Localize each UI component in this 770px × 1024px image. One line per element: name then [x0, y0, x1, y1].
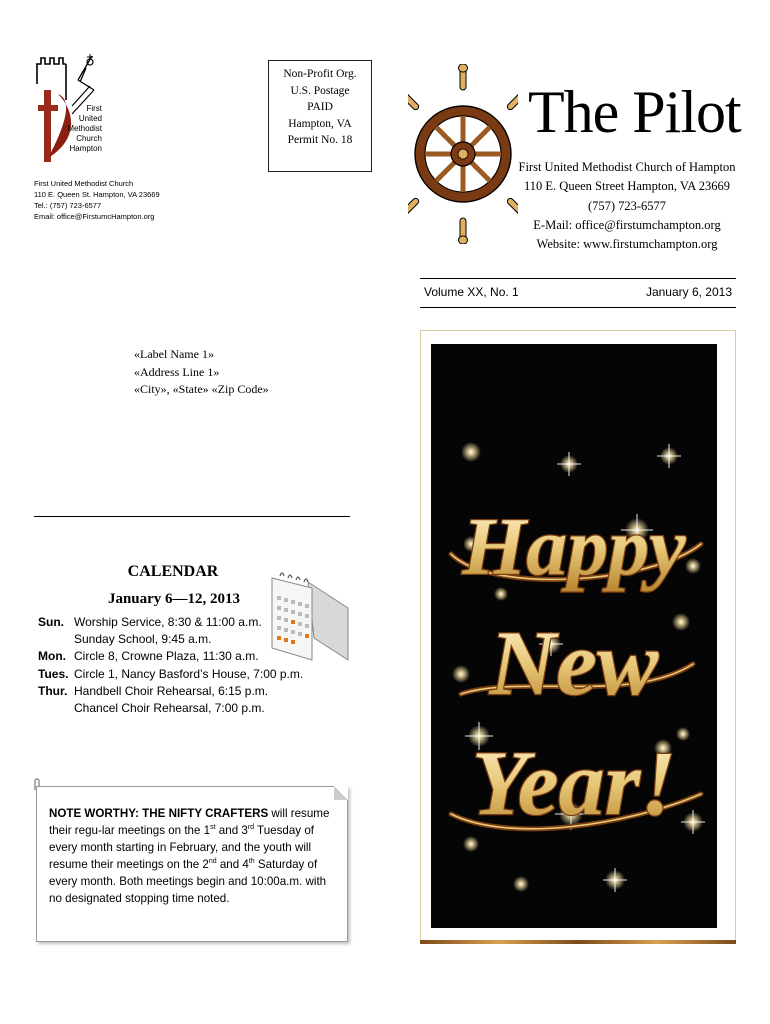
calendar-day: Sun. — [38, 615, 64, 629]
artwork-word: Year! — [471, 732, 677, 834]
calendar-day — [38, 631, 74, 648]
ordinal-suffix: rd — [247, 824, 255, 832]
note-text-part: and 4 — [216, 858, 249, 871]
artwork-background — [431, 344, 717, 928]
calendar-dates: January 6—12, 2013 — [107, 591, 241, 607]
calendar-day: Mon. — [38, 649, 66, 664]
calendar-list — [38, 614, 303, 717]
calendar-entry — [38, 648, 303, 665]
logo-line: First — [86, 104, 102, 113]
church-name: First United Methodist Church — [34, 179, 134, 188]
postage-line: U.S. Postage — [290, 84, 350, 97]
church-street: 110 E. Queen St. Hampton, VA 23669 — [34, 190, 160, 199]
masthead-address: 110 E. Queen Street Hampton, VA 23669 — [524, 179, 730, 194]
calendar-day: Tues. — [38, 666, 69, 681]
note-heading: NOTE WORTHY: THE NIFTY CRAFTERS — [49, 807, 269, 820]
artwork-graphic — [431, 344, 717, 928]
ordinal-suffix: nd — [208, 858, 217, 866]
artwork-border — [420, 940, 736, 944]
postage-line: Permit No. 18 — [287, 134, 353, 147]
note-text-part: and 3 — [215, 824, 248, 837]
logo-line: Hampton — [69, 144, 102, 153]
ordinal-suffix: th — [248, 858, 255, 866]
issue-date: January 6, 2013 — [645, 285, 732, 299]
calendar-event: Circle 8, Crowne Plaza, 11:30 a.m. — [74, 649, 259, 664]
ship-wheel-icon — [408, 64, 518, 244]
calendar-entry — [38, 631, 303, 648]
logo-line: United — [78, 114, 102, 123]
calendar-event: Chancel Choir Rehearsal, 7:00 p.m. — [74, 701, 265, 716]
note-text-part: Saturday of every month. Both meetings begin and 10:00a.m. with no designated stopping time noted. — [49, 858, 327, 905]
artwork-word: Happy — [462, 501, 686, 592]
masthead-email: E-Mail: office@firstumchampton.org — [533, 217, 721, 232]
masthead-phone: (757) 723-6577 — [587, 198, 667, 213]
calendar-day: Thur. — [38, 683, 68, 698]
label-name: «Label Name 1» — [134, 347, 214, 361]
church-email: Email: office@FirstumcHampton.org — [34, 212, 155, 221]
mailing-label — [134, 346, 269, 399]
masthead-church: First United Methodist Church of Hampton — [518, 160, 736, 174]
issue-bar — [420, 278, 736, 308]
section-divider — [34, 516, 350, 517]
postage-line: Hampton, VA — [288, 117, 352, 130]
happy-new-year-artwork — [420, 330, 736, 942]
postage-line: PAID — [307, 101, 333, 114]
newsletter-title: The Pilot — [528, 79, 741, 145]
label-city-state-zip: «City», «State» «Zip Code» — [134, 382, 269, 396]
logo-line: Methodist — [67, 124, 102, 133]
church-address — [34, 178, 160, 222]
calendar-title: CALENDAR — [127, 563, 219, 580]
calendar-entry — [38, 700, 303, 717]
artwork-word: New — [489, 612, 659, 714]
calendar-event: Circle 1, Nancy Basford’s House, 7:00 p.m. — [74, 666, 304, 681]
masthead-website: Website: www.firstumchampton.org — [536, 237, 718, 252]
calendar-entry — [38, 666, 303, 683]
issue-volume: Volume XX, No. 1 — [424, 285, 519, 299]
calendar-event: Worship Service, 8:30 & 11:00 a.m. — [74, 615, 262, 629]
calendar-entry — [38, 614, 303, 631]
ordinal-suffix: st — [210, 824, 216, 832]
note-text-part: will resume their regu-lar meetings on the 1 — [49, 807, 330, 837]
postage-indicia — [268, 60, 372, 172]
page-curl — [334, 786, 348, 800]
calendar-entry — [38, 683, 303, 700]
calendar-event: Handbell Choir Rehearsal, 6:15 p.m. — [74, 683, 269, 698]
postage-line: Non-Profit Org. — [283, 68, 357, 80]
note-worthy-box — [36, 786, 348, 942]
calendar-day — [38, 700, 74, 717]
masthead-info — [512, 158, 742, 254]
calendar-event: Sunday School, 9:45 a.m. — [74, 632, 212, 647]
note-worthy-text — [49, 805, 341, 907]
label-address: «Address Line 1» — [134, 364, 220, 379]
note-text-part: Tuesday of every month starting in February, and the youth will resume their meetings on the 2 — [49, 824, 314, 871]
church-logo-text — [62, 104, 102, 154]
church-tel: Tel.: (757) 723-6577 — [34, 201, 102, 210]
logo-line: Church — [76, 134, 102, 143]
